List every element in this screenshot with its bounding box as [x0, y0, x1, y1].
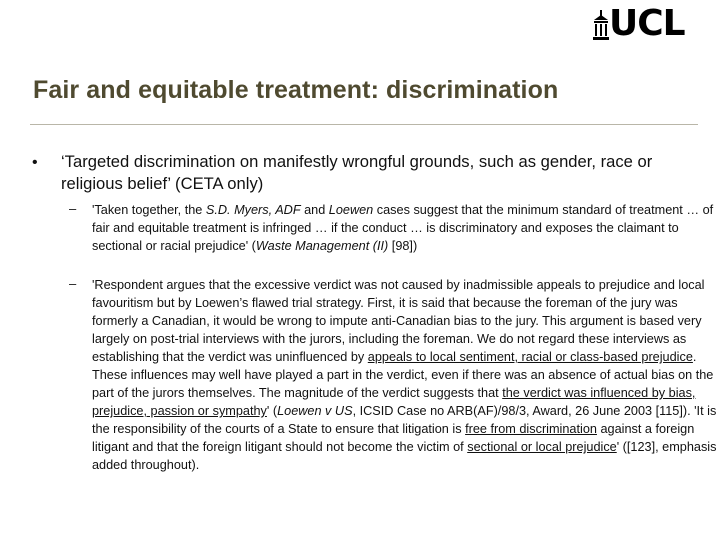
text-run: cases suggest that the minimum standard of treatment … of fair and equitable treatment is infringed … if the conduct … is discriminatory and exposes the claimant to sectional or racial prejudice' ( [92, 203, 714, 253]
ucl-logo [592, 3, 702, 44]
text-run: 'Respondent argues that the excessive verdict was not caused by inadmissible appeals to prejudice and local favouritism but by Loewen’s flawed trial strategy. First, it is said that because the foreman of the jury was formerly a Canadian, it would be wrong to impute anti-Canadian bias to the jury. This argument is based very largely on post-trial interviews with the jurors, including the foreman. We do not regard these interviews as establishing that the verdict was uninfluenced by [92, 278, 705, 364]
emphasis-underline: sectional or local prejudice [467, 440, 617, 454]
title-divider [30, 124, 698, 125]
emphasis-underline: the verdict was influenced by bias, prejudice, passion or sympathy [92, 386, 696, 418]
header-band [0, 0, 720, 50]
main-bullet-text: ‘Targeted discrimination on manifestly wrongful grounds, such as gender, race or religious belief’ (CETA only) [61, 152, 653, 193]
case-name: Loewen v US [277, 404, 353, 418]
text-run: . These influences may well have played a part in the verdict, even if there was an absence of actual bias on the part of the jurors themselves. The magnitude of the verdict suggests that [92, 350, 714, 400]
text-run: , ICSID Case no ARB(AF)/98/3, Award, 26 June 2003 [115]). 'It is the responsibility of the courts of a State to ensure that litigation is [92, 404, 717, 436]
text-run: ' ( [266, 404, 278, 418]
sub-point-loewen [92, 276, 717, 474]
text-run: against a foreign litigant and that the foreign litigant should not become the victim of [92, 422, 695, 454]
text-run: ' ([123], emphasis added throughout). [92, 440, 717, 472]
portico-icon [592, 10, 610, 40]
ucl-wordmark: UCL [609, 3, 685, 44]
emphasis-underline: free from discrimination [465, 422, 597, 436]
slide-title: Fair and equitable treatment: discrimination [33, 76, 559, 104]
emphasis-underline: appeals to local sentiment, racial or class-based prejudice [367, 350, 693, 364]
text-run: [98]) [388, 239, 418, 253]
text-run: 'Taken together, the [92, 203, 206, 217]
text-run: and [300, 203, 329, 217]
sub-point-waste-management [92, 201, 717, 255]
bullet-marker: • [32, 154, 38, 171]
case-name: Loewen [328, 203, 374, 217]
case-name: Waste Management (II) [255, 239, 389, 253]
dash-marker: – [69, 201, 77, 216]
case-name: S.D. Myers, ADF [205, 203, 301, 217]
dash-marker: – [69, 276, 77, 291]
